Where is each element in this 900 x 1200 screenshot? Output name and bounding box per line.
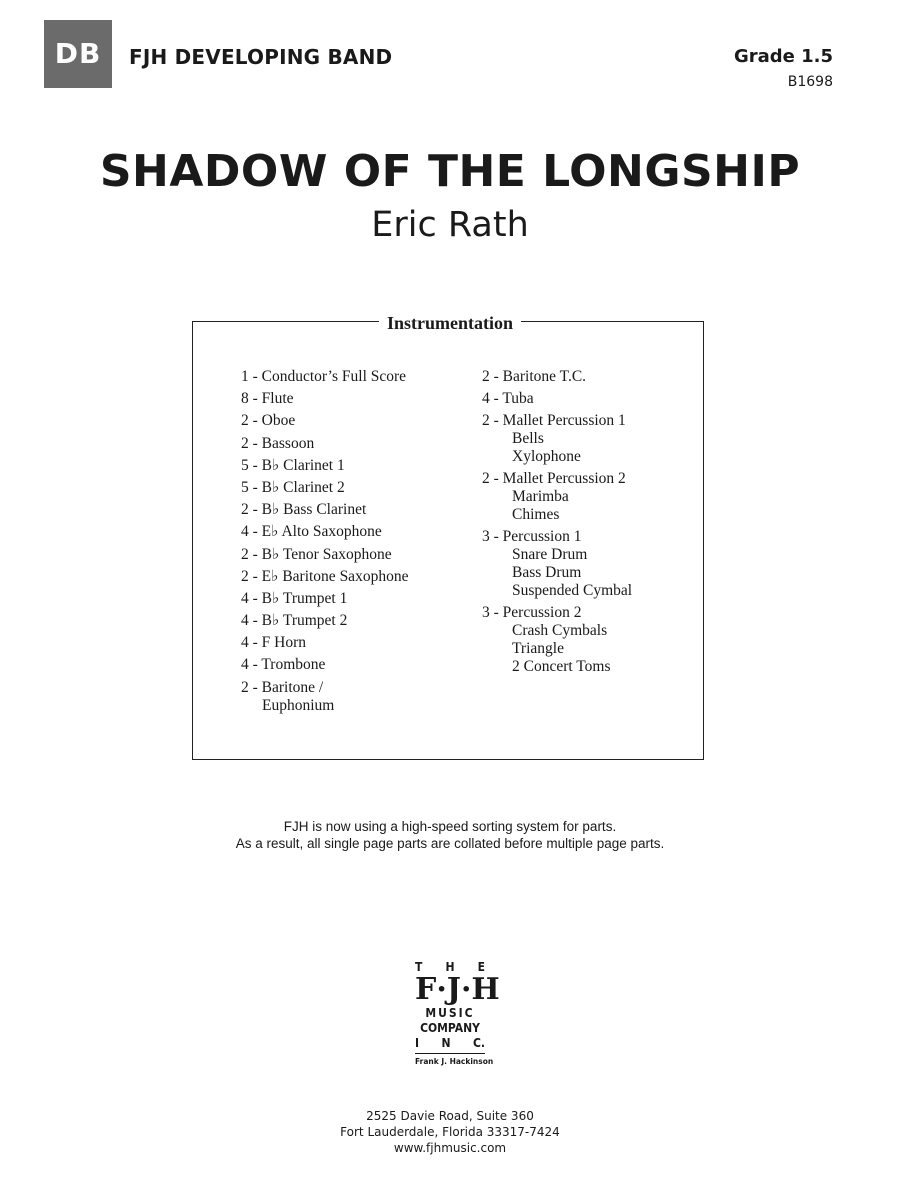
instrument-label: 1 - Conductor’s Full Score	[241, 368, 407, 385]
grade-label: Grade 1.5	[733, 46, 833, 67]
instrument-item	[482, 528, 632, 600]
instrument-item	[241, 679, 408, 715]
logo-row-inc	[415, 1036, 485, 1050]
instrument-item	[241, 634, 408, 652]
percussion-instrument: Bass Drum	[512, 564, 582, 581]
series-name: FJH DEVELOPING BAND	[129, 45, 393, 69]
instrument-item	[482, 390, 632, 408]
instrument-item	[241, 590, 408, 608]
instrument-item	[241, 612, 408, 630]
instrument-item	[241, 568, 408, 586]
instrument-label: 2 - Mallet Percussion 2	[482, 470, 626, 487]
instrument-label: 4 - E♭ Alto Saxophone	[241, 523, 382, 541]
instrumentation-heading-wrap	[0, 313, 900, 334]
instrument-label: 4 - B♭ Trumpet 2	[241, 612, 348, 630]
instrument-label: 2 - Mallet Percussion 1	[482, 412, 626, 429]
instrument-label: 2 - Baritone T.C.	[482, 368, 587, 385]
percussion-instrument: Triangle	[512, 640, 564, 657]
percussion-instrument: Snare Drum	[512, 546, 588, 563]
address-line: Fort Lauderdale, Florida 33317-7424	[340, 1125, 560, 1139]
series-badge: DB	[44, 20, 112, 88]
fjh-logo	[415, 960, 500, 1066]
instrument-item	[482, 470, 632, 524]
logo-letter: C.	[472, 1036, 485, 1050]
instrument-label: 2 - Oboe	[241, 412, 296, 430]
instrument-label: 3 - Percussion 2	[482, 604, 582, 621]
composer-name: Eric Rath	[371, 205, 529, 245]
logo-letter: J	[446, 972, 461, 1007]
instrument-label: 4 - Tuba	[482, 390, 534, 407]
instrument-item	[241, 501, 408, 519]
instrument-label: 2 - B♭ Tenor Saxophone	[241, 545, 392, 563]
website-link[interactable]: www.fjhmusic.com	[393, 1141, 507, 1155]
instrument-item	[241, 368, 408, 386]
instrument-label: 4 - B♭ Trumpet 1	[241, 589, 348, 607]
instrument-item	[241, 656, 408, 674]
instrument-label-continued: Euphonium	[262, 696, 335, 714]
logo-letter: F	[415, 972, 437, 1007]
instrument-label: 2 - Baritone /	[241, 678, 324, 696]
percussion-instrument: Marimba	[512, 488, 569, 505]
address-line: 2525 Davie Road, Suite 360	[366, 1109, 534, 1123]
logo-fjh	[415, 972, 500, 1007]
instrument-item	[241, 390, 408, 408]
instrument-item	[241, 479, 408, 497]
instrument-item	[482, 368, 632, 386]
instrumentation-heading: Instrumentation	[379, 313, 521, 333]
logo-rule	[415, 1053, 485, 1054]
logo-dot: ·	[460, 972, 472, 1007]
sorting-note	[0, 818, 900, 852]
instrument-label: 5 - B♭ Clarinet 2	[241, 478, 345, 496]
logo-company: COMPANY	[420, 1021, 480, 1035]
instrument-item	[482, 412, 632, 466]
percussion-instrument: Chimes	[512, 506, 560, 523]
instrument-label: 5 - B♭ Clarinet 1	[241, 456, 345, 474]
instrument-label: 2 - E♭ Baritone Saxophone	[241, 567, 409, 585]
logo-letter: T	[415, 960, 423, 974]
instrument-label: 8 - Flute	[241, 390, 294, 408]
logo-music: MUSIC	[425, 1006, 475, 1020]
instrument-item	[241, 523, 408, 541]
catalog-number: B1698	[787, 74, 833, 90]
sorting-note-line: FJH is now using a high-speed sorting system for parts.	[283, 819, 617, 834]
logo-letter: N	[441, 1036, 451, 1050]
instrument-label: 4 - Trombone	[241, 656, 326, 674]
instrument-label: 4 - F Horn	[241, 634, 307, 652]
percussion-instrument: Xylophone	[512, 448, 581, 465]
instrument-item	[482, 604, 632, 676]
instrument-list-left	[241, 368, 408, 719]
percussion-instrument: 2 Concert Toms	[512, 658, 611, 675]
instrument-item	[241, 457, 408, 475]
instrument-item	[241, 546, 408, 564]
sorting-note-line: As a result, all single page parts are collated before multiple page parts.	[235, 836, 665, 851]
logo-founder: Frank J. Hackinson	[415, 1057, 494, 1066]
percussion-instrument: Suspended Cymbal	[512, 582, 633, 599]
logo-letter: H	[445, 960, 455, 974]
publisher-address	[0, 1108, 900, 1156]
logo-letter: I	[415, 1036, 420, 1050]
instrument-item	[241, 412, 408, 430]
piece-title: SHADOW OF THE LONGSHIP	[99, 146, 801, 197]
logo-letter: E	[477, 960, 485, 974]
logo-letter: H	[471, 972, 500, 1007]
instrument-item	[241, 435, 408, 453]
percussion-instrument: Crash Cymbals	[512, 622, 608, 639]
logo-dot: ·	[436, 972, 447, 1007]
instrument-label: 3 - Percussion 1	[482, 528, 582, 545]
percussion-instrument: Bells	[512, 430, 544, 447]
instrument-list-right	[482, 368, 632, 680]
instrument-label: 2 - Bassoon	[241, 434, 315, 452]
instrument-label: 2 - B♭ Bass Clarinet	[241, 501, 367, 519]
